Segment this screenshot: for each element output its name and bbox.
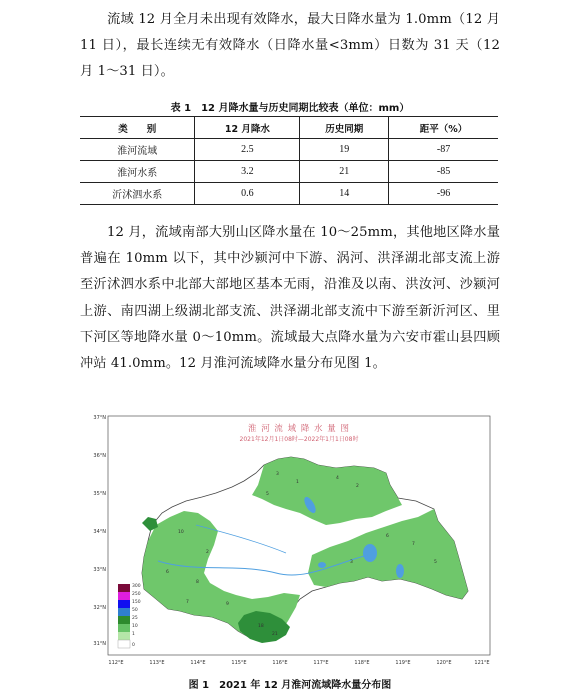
lon-label: 118°E (354, 660, 370, 666)
table-cell: 14 (300, 183, 389, 205)
header-category: 类 别 (118, 123, 157, 135)
lon-label: 119°E (395, 660, 411, 666)
lat-label: 31°N (93, 641, 106, 647)
legend-label: 250 (132, 592, 141, 597)
table-cell: 0.6 (195, 183, 300, 205)
legend-label: 150 (132, 600, 141, 605)
station-value: 9 (226, 602, 229, 607)
lake-small (318, 562, 326, 568)
map-svg (86, 413, 494, 670)
station-value: 5 (266, 492, 269, 497)
legend-label: 10 (132, 624, 138, 629)
station-value: 5 (434, 560, 437, 565)
station-value: 7 (186, 600, 189, 605)
header-anomaly: 距平（%） (389, 117, 498, 139)
table-row (80, 183, 498, 205)
lon-label: 121°E (474, 660, 490, 666)
lon-label: 114°E (190, 660, 206, 666)
header-december: 12 月降水 (195, 117, 300, 139)
lake-hongze (363, 544, 377, 562)
station-value: 2 (206, 550, 209, 555)
figure-caption: 图 1 2021 年 12 月淮河流域降水量分布图 (188, 680, 392, 691)
legend-swatch (118, 592, 130, 600)
lat-label: 35°N (93, 491, 106, 497)
station-value: 7 (412, 542, 415, 547)
legend-swatch (118, 640, 130, 648)
legend-swatch (118, 600, 130, 608)
table-row (80, 139, 498, 161)
lon-label: 112°E (108, 660, 124, 666)
lon-label: 120°E (436, 660, 452, 666)
table-cell: 19 (300, 139, 389, 161)
lake-gaoyou (396, 564, 404, 578)
station-value: 21 (272, 632, 278, 637)
station-value: 6 (386, 534, 389, 539)
station-value: 6 (166, 570, 169, 575)
legend-label: 300 (132, 584, 141, 589)
table-cell: -85 (389, 161, 498, 183)
paragraph-distribution-text: 12 月，流域南部大别山区降水量在 10～25mm，其他地区降水量普遍在 10mm 以下，其中沙颍河中下游、涡河、洪泽湖北部支流上游至沂沭泗水系中北部大部地区基本无雨，沿淮及以南、洪汝河、沙颍河上游、南四湖上级湖北部支流、洪泽湖北部支流中下游至新沂河区、里下河区等地降水量 0～10mm。流域最大点降水量为六安市霍山县四顾冲站 41.0mm。12 月淮河流域降水量分布见图 1。 (80, 225, 500, 372)
legend-swatch (118, 616, 130, 624)
table-cell: 淮河流域 (117, 146, 158, 157)
legend-swatch (118, 608, 130, 616)
lon-label: 117°E (313, 660, 329, 666)
station-value: 3 (350, 560, 353, 565)
lon-label: 113°E (149, 660, 165, 666)
legend-swatch (118, 632, 130, 640)
lat-label: 33°N (93, 567, 106, 573)
table-cell: 2.5 (195, 139, 300, 161)
paragraph-summary (80, 7, 500, 86)
legend-label: 0 (132, 643, 135, 648)
table-cell: 21 (300, 161, 389, 183)
legend-label: 50 (132, 608, 138, 613)
station-value: 8 (196, 580, 199, 585)
map-title: 淮 河 流 域 降 水 量 图 (248, 424, 350, 434)
legend-swatch (118, 624, 130, 632)
station-value: 18 (258, 624, 264, 629)
table-cell: 淮河水系 (117, 168, 158, 179)
legend-swatch (118, 584, 130, 592)
lat-label: 34°N (93, 529, 106, 535)
station-value: 4 (336, 476, 339, 481)
table-caption: 表 1 12 月降水量与历史同期比较表（单位：mm） (170, 103, 410, 114)
legend-label: 25 (132, 616, 138, 621)
lon-label: 115°E (231, 660, 247, 666)
header-historical: 历史同期 (300, 117, 389, 139)
precipitation-table (80, 116, 498, 205)
paragraph-distribution (80, 220, 500, 377)
station-value: 2 (356, 484, 359, 489)
precipitation-map (86, 413, 494, 674)
lat-label: 37°N (93, 415, 106, 421)
table-cell: 沂沭泗水系 (112, 190, 163, 201)
lat-label: 32°N (93, 605, 106, 611)
paragraph-summary-text: 流域 12 月全月未出现有效降水，最大日降水量为 1.0mm（12 月 11 日），最长连续无有效降水（日降水量<3mm）日数为 31 天（12 月 1～31 日）。 (80, 12, 500, 80)
map-subtitle: 2021年12月1日08时—2022年1月1日08时 (239, 436, 359, 443)
lon-label: 116°E (272, 660, 288, 666)
legend-label: 1 (132, 632, 135, 637)
station-value: 3 (276, 472, 279, 477)
table-header-row (80, 117, 498, 139)
table-row (80, 161, 498, 183)
station-value: 1 (296, 480, 299, 485)
table-cell: -87 (389, 139, 498, 161)
station-value: 10 (178, 530, 184, 535)
table-cell: 3.2 (195, 161, 300, 183)
lat-label: 36°N (93, 453, 106, 459)
table-cell: -96 (389, 183, 498, 205)
